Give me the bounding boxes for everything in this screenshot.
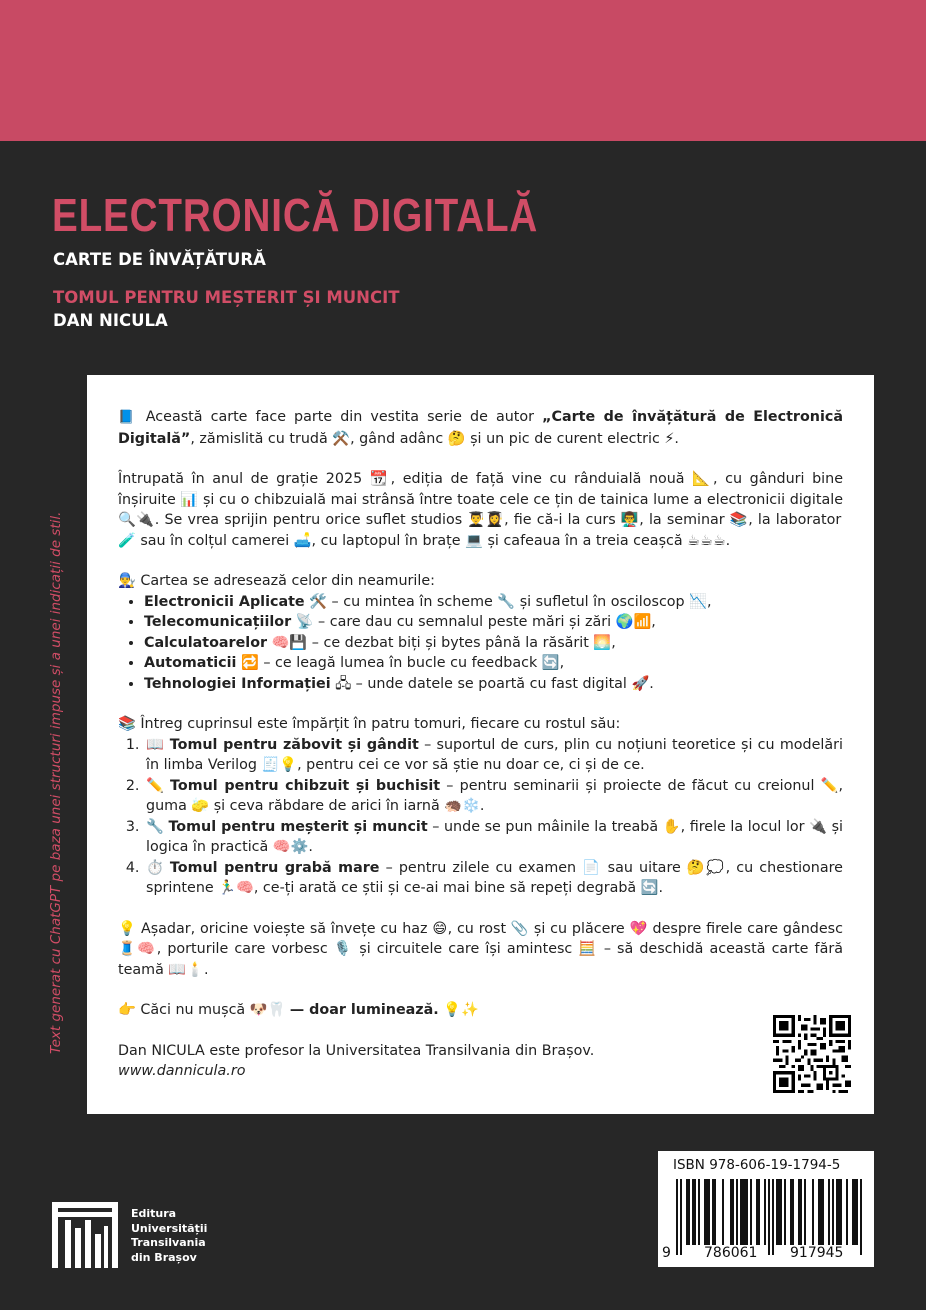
series-name: „Carte de învățătură de Electronică Digitală”: [118, 409, 844, 447]
barcode-bar: [772, 1179, 774, 1255]
book-icon: 📘: [118, 410, 138, 425]
barcode-bar: [822, 1179, 824, 1245]
barcode-bar: [744, 1179, 746, 1245]
barcode-bar: [676, 1179, 678, 1255]
list-item: 2. ✏️ Tomul pentru chibzuit și buchisit – pentru seminarii și proiecte de făcut cu creionul ✏️, guma 🧽 și ceva răbdare de arici în iarnă 🦔❄️.: [144, 776, 843, 817]
barcode-bar: [778, 1179, 780, 1245]
blurb-paragraph-intro: 📘 Această carte face parte din vestita serie de autor „Carte de învățătură de Electronică Digitală”, zămislită cu trudă ⚒️, gând adânc 🤔 și un pic de curent electric ⚡.: [118, 409, 844, 447]
audience-intro: 👨‍🔧 Cartea se adresează celor din neamurile:: [118, 573, 435, 589]
barcode-bar: [820, 1179, 822, 1245]
barcode-bar: [780, 1179, 782, 1245]
barcode-bar: [804, 1179, 806, 1245]
barcode-bar: [758, 1179, 760, 1245]
author-website-link[interactable]: www.dannicula.ro: [118, 1063, 246, 1079]
list-item: 1. 📖 Tomul pentru zăbovit și gândit – suportul de curs, plin cu noțiuni teoretice și cu modelări în limba Verilog 🧾💡, pentru cei ce vor să știe nu doar ce, ci și de ce.: [144, 735, 843, 776]
barcode-bar: [792, 1179, 794, 1245]
barcode-bar: [854, 1179, 856, 1245]
volumes-intro: 📚 Întreg cuprinsul este împărțit în patru tomuri, fiecare cu rostul său:: [118, 716, 621, 732]
blurb-card: [87, 375, 874, 1114]
barcode-icon: [668, 1179, 864, 1255]
barcode-digits-left: 786061: [704, 1245, 758, 1261]
qr-code-icon[interactable]: [773, 1015, 851, 1093]
barcode-bar: [708, 1179, 710, 1245]
barcode-bar: [800, 1179, 802, 1245]
barcode-bar: [722, 1179, 724, 1245]
barcode-bar: [768, 1179, 770, 1255]
barcode-bar: [818, 1179, 820, 1245]
list-item: • Telecomunicațiilor 📡 – care dau cu semnalul peste mări și zări 🌍📶,: [144, 612, 843, 633]
barcode-digit-first: 9: [662, 1245, 671, 1261]
barcode-digits-right: 917945: [790, 1245, 844, 1261]
audience-list: [144, 592, 843, 695]
list-item: 3. 🔧 Tomul pentru meșterit și muncit – unde se pun mâinile la treabă ✋, firele la locul lor 🔌 și logica în practică 🧠⚙️.: [144, 817, 843, 858]
list-item: • Tehnologiei Informației 🖧 – unde datele se poartă cu fast digital 🚀.: [144, 674, 843, 695]
blurb-paragraph-edition: Întrupată în anul de grație 2025 📆, ediția de față vine cu rânduială nouă 📐, cu gânduri bine înșiruite 📊 și cu o chibzuială mai strânsă între toate cele ce țin de tainica lume a electronicii digitale 🔍🔌. Se vrea sprijin pentru orice suflet studios 👨‍🎓👩‍🎓, fie că-i la curs 👨‍🏫, la seminar 📚, la laborator 🧪 sau în colțul camerei 🛋️, cu laptopul în brațe 💻 și cafeaua în a treia ceașcă ☕☕☕.: [118, 471, 843, 549]
barcode-bar: [732, 1179, 734, 1245]
barcode-bar: [836, 1179, 838, 1245]
barcode-bar: [736, 1179, 738, 1245]
barcode-bar: [694, 1179, 696, 1245]
barcode-bar: [706, 1179, 708, 1245]
top-color-band: [0, 0, 926, 141]
list-item: • Calculatoarelor 🧠💾 – ce dezbat biți și bytes până la răsărit 🌅,: [144, 633, 843, 654]
barcode-bar: [832, 1179, 834, 1245]
generation-note: Text generat cu ChatGPT pe baza unei structuri impuse și a unei indicații de stil.: [48, 511, 64, 1054]
blurb-motto: 👉 Căci nu mușcă 🐶🦷 — doar luminează. 💡✨: [118, 1002, 479, 1018]
list-item: • Electronicii Aplicate 🛠️ – cu mintea în scheme 🔧 și sufletul în osciloscop 📉,: [144, 592, 843, 613]
author-name: DAN NICULA: [53, 311, 168, 330]
barcode-bar: [764, 1179, 766, 1245]
barcode-bar: [840, 1179, 842, 1245]
volume-name: TOMUL PENTRU MEȘTERIT ȘI MUNCIT: [53, 288, 400, 307]
barcode-bar: [790, 1179, 792, 1245]
barcode-bar: [860, 1179, 862, 1255]
barcode-bar: [856, 1179, 858, 1245]
publisher-logo-icon: [52, 1202, 118, 1268]
barcode-bar: [852, 1179, 854, 1245]
barcode-bar: [698, 1179, 700, 1245]
list-item: 4. ⏱️ Tomul pentru grabă mare – pentru zilele cu examen 📄 sau uitare 🤔💭, cu chestionare sprintene 🏃‍♂️🧠, ce-ți arată ce știi și ce-ai mai bine să repeți degrabă 🔄.: [144, 858, 843, 899]
isbn-number: ISBN 978-606-19-1794-5: [673, 1157, 841, 1173]
barcode-bar: [838, 1179, 840, 1245]
barcode-bar: [712, 1179, 714, 1245]
barcode-bar: [828, 1179, 830, 1245]
barcode-bar: [714, 1179, 716, 1245]
barcode-bar: [746, 1179, 748, 1245]
barcode-bar: [740, 1179, 742, 1245]
author-bio: Dan NICULA este profesor la Universitatea Transilvania din Brașov.: [118, 1042, 595, 1059]
barcode-bar: [776, 1179, 778, 1245]
barcode-bar: [742, 1179, 744, 1245]
publisher-name: Editura Universității Transilvania din Brașov: [131, 1207, 208, 1264]
barcode-bar: [798, 1179, 800, 1245]
book-subtitle: CARTE DE ÎNVĂȚĂTURĂ: [53, 250, 266, 269]
barcode-bar: [680, 1179, 682, 1255]
barcode-bar: [686, 1179, 688, 1245]
blurb-paragraph-conclusion: 💡 Așadar, oricine voiește să învețe cu haz 😄, cu rost 📎 și cu plăcere 💖 despre firele care gândesc 🧵🧠, porturile care vorbesc 🎙️ și circuitele care își amintesc 🧮 – să deschidă această carte fără teamă 📖🕯️.: [118, 920, 843, 978]
book-title: ELECTRONICĂ DIGITALĂ: [52, 189, 539, 241]
barcode-bar: [784, 1179, 786, 1245]
barcode-bar: [812, 1179, 814, 1245]
list-item: • Automaticii 🔁 – ce leagă lumea în bucle cu feedback 🔄,: [144, 653, 843, 674]
barcode-bar: [750, 1179, 752, 1245]
barcode-bar: [704, 1179, 706, 1245]
barcode-bar: [756, 1179, 758, 1245]
volumes-list: [144, 735, 843, 899]
barcode-bar: [846, 1179, 848, 1245]
barcode-bar: [692, 1179, 694, 1245]
barcode-bar: [730, 1179, 732, 1245]
isbn-barcode-box: [658, 1151, 874, 1267]
barcode-bar: [688, 1179, 690, 1245]
